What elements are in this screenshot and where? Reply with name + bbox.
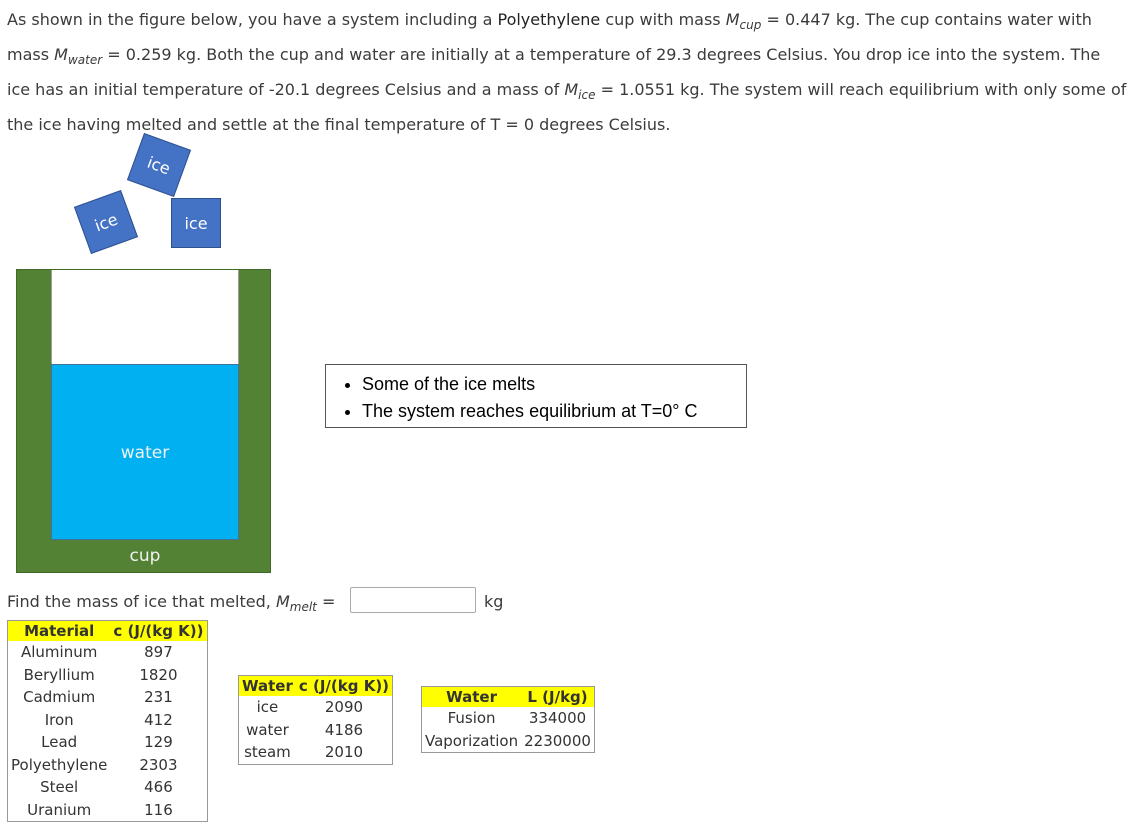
table-cell: Beryllium <box>23 665 95 684</box>
table-row <box>8 641 208 664</box>
table-cell: Cadmium <box>23 688 96 707</box>
column-header: c (J/(kg K)) <box>110 621 207 642</box>
table-header-row <box>8 621 208 642</box>
table-row <box>8 731 208 754</box>
table-header-row <box>422 687 595 708</box>
note-item: • Some of the ice melts <box>362 371 746 398</box>
table-cell: 1820 <box>139 665 178 684</box>
table-cell: 412 <box>144 710 173 729</box>
table-row <box>239 696 393 719</box>
ice-cube <box>127 133 191 197</box>
equals-sign: = <box>316 592 336 611</box>
mass-subscript: water <box>67 53 103 67</box>
table-row <box>8 709 208 732</box>
mass-symbol: M <box>54 45 68 64</box>
table-cell: 116 <box>144 800 173 819</box>
table-cell: Iron <box>44 710 74 729</box>
table-row <box>8 686 208 709</box>
mass-symbol: M <box>275 592 290 611</box>
table-cell: 2010 <box>324 743 364 762</box>
table-cell: 4186 <box>324 720 364 739</box>
problem-text: = 1.0551 kg. The system will reach equilibrium with only some of the ice having melted and settle at the final temperature of T = 0 degrees Celsius. <box>7 80 1127 134</box>
cup-empty-space <box>51 270 239 365</box>
materials-table <box>7 620 208 822</box>
notes-box <box>325 364 747 428</box>
ice-label: ice <box>184 213 208 233</box>
cup-label: cup <box>129 546 161 566</box>
table-cell: 897 <box>144 643 173 662</box>
ice-label: ice <box>91 209 121 235</box>
mass-subscript: ice <box>578 88 596 102</box>
table-row <box>8 776 208 799</box>
table-row <box>422 730 595 753</box>
table-cell: ice <box>256 698 279 717</box>
table-cell: Polyethylene <box>11 755 108 774</box>
table-row <box>422 707 595 730</box>
table-row <box>239 741 393 764</box>
problem-statement <box>7 5 1127 140</box>
ice-label: ice <box>144 152 174 178</box>
table-cell: Vaporization <box>425 731 519 750</box>
mass-symbol: M <box>564 80 579 99</box>
question-text: Find the mass of ice that melted, <box>7 592 276 611</box>
water-label: water <box>120 443 170 463</box>
problem-text: cup with mass <box>600 10 726 29</box>
answer-input[interactable] <box>350 587 476 613</box>
note-item: • The system reaches equilibrium at T=0° C <box>362 398 746 425</box>
table-cell: 2303 <box>139 755 178 774</box>
table-cell: Aluminum <box>21 643 98 662</box>
latent-heat-table <box>421 686 595 753</box>
table-row <box>8 754 208 777</box>
column-header: Water <box>239 676 296 697</box>
table-cell: Fusion <box>447 709 496 728</box>
table-row <box>8 799 208 822</box>
column-header: L (J/kg) <box>521 687 594 708</box>
table-cell: Steel <box>40 778 79 797</box>
column-header: c (J/(kg K)) <box>296 676 393 697</box>
table-row <box>239 719 393 742</box>
problem-text: = 0.259 kg. Both the cup and water are initially at a temperature of 29.3 degrees Celsius. You drop ice into the system. The ice has an initial temperature of -20.1 degrees Celsius and a mass of <box>7 45 1101 99</box>
ice-cube <box>171 198 221 248</box>
table-cell: steam <box>244 743 291 762</box>
table-cell: Lead <box>41 733 78 752</box>
problem-text: = 0.447 kg. The cup contains water with mass <box>7 10 1092 64</box>
column-header: Water <box>422 687 522 708</box>
table-cell: 2090 <box>324 698 364 717</box>
unit-label: kg <box>484 592 504 611</box>
table-row <box>8 664 208 687</box>
table-cell: 466 <box>144 778 173 797</box>
table-cell: 129 <box>144 733 173 752</box>
table-cell: Uranium <box>27 800 92 819</box>
water-specific-heat-table <box>238 675 393 765</box>
problem-text: As shown in the figure below, you have a system including a <box>7 10 498 29</box>
table-header-row <box>239 676 393 697</box>
question-prompt <box>7 590 335 619</box>
table-cell: water <box>246 720 289 739</box>
column-header: Material <box>8 621 111 642</box>
ice-cube <box>74 190 138 254</box>
table-cell: 2230000 <box>524 731 591 750</box>
mass-subscript: cup <box>739 18 762 32</box>
cup-material: Polyethylene <box>497 10 601 29</box>
mass-subscript: melt <box>289 600 317 614</box>
mass-symbol: M <box>725 10 740 29</box>
table-cell: 334000 <box>528 709 587 728</box>
table-cell: 231 <box>144 688 173 707</box>
